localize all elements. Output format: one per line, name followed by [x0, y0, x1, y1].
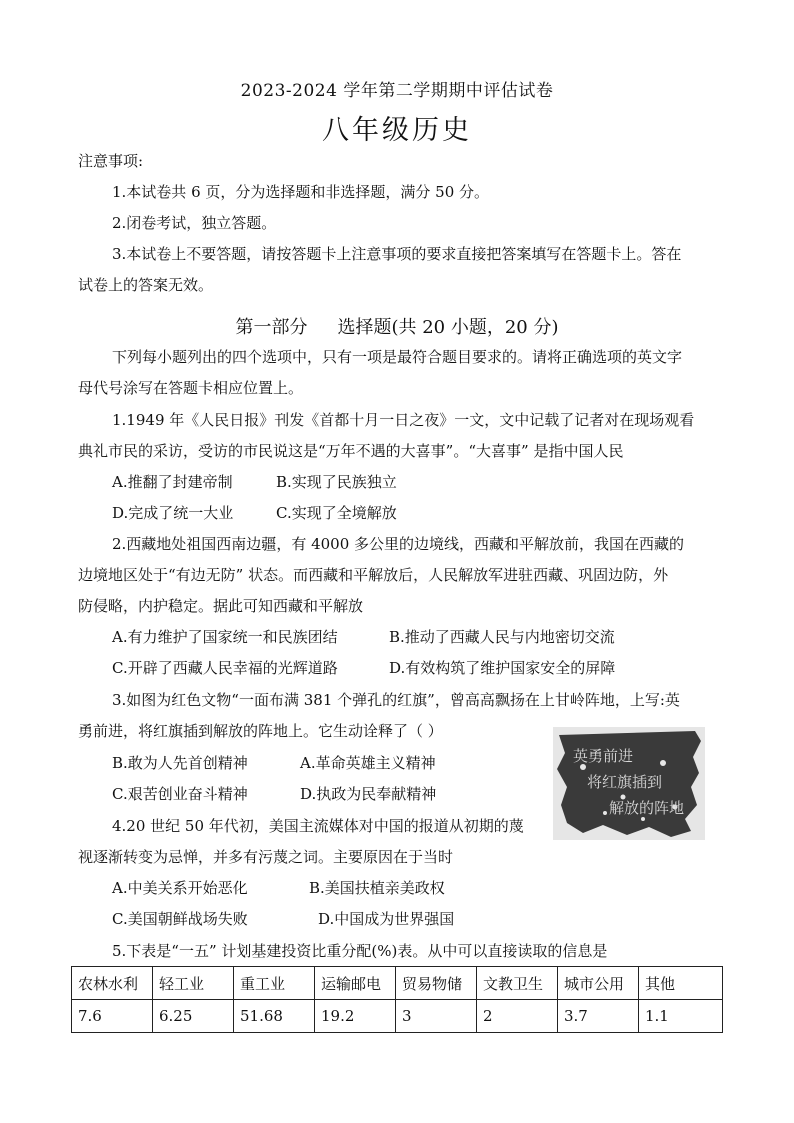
table-header-cell: 贸易物储	[396, 967, 477, 1000]
question-5-text: 5.下表是“一五” 计划基建投资比重分配(%)表。从中可以直接读取的信息是	[112, 942, 608, 960]
q4-option: B.美国扶植亲美政权	[309, 879, 445, 897]
question-3-text: 3.如图为红色文物“一面布满 381 个弹孔的红旗”，曾高高飘扬在上甘岭阵地，上写:英	[112, 691, 680, 709]
section-heading	[0, 313, 794, 339]
table-header-cell: 重工业	[234, 967, 315, 1000]
q1-option: A.推翻了封建帝制	[112, 473, 233, 491]
table-cell: 3	[396, 1000, 477, 1033]
notice-item: 1.本试卷共 6 页，分为选择题和非选择题，满分 50 分。	[112, 183, 490, 201]
table-cell: 1.1	[639, 1000, 723, 1033]
q3-option: D.执政为民奉献精神	[300, 785, 437, 803]
notice-item: 2.闭卷考试，独立答题。	[112, 214, 277, 232]
flag-text: 英勇前进	[573, 747, 634, 765]
flag-text: 解放的阵地	[609, 799, 685, 817]
q1-option: C.实现了全境解放	[276, 504, 397, 522]
q3-option: A.革命英雄主义精神	[300, 754, 436, 772]
table-header-cell: 运输邮电	[315, 967, 396, 1000]
table-header-cell: 轻工业	[153, 967, 234, 1000]
table-header-cell: 城市公用	[558, 967, 639, 1000]
investment-table	[71, 966, 723, 1033]
q2-option: D.有效构筑了维护国家安全的屏障	[389, 659, 616, 677]
notice-item: 3.本试卷上不要答题，请按答题卡上注意事项的要求直接把答案填写在答题卡上。答在	[112, 245, 682, 263]
red-flag-photo	[553, 727, 705, 840]
table-cell: 7.6	[72, 1000, 153, 1033]
table-cell: 6.25	[153, 1000, 234, 1033]
q4-option: D.中国成为世界强国	[318, 910, 455, 928]
flag-illustration	[553, 727, 705, 840]
question-1-text: 典礼市民的采访，受访的市民说这是“万年不遇的大喜事”。“大喜事” 是指中国人民	[78, 442, 624, 460]
question-2-text: 防侵略，内护稳定。据此可知西藏和平解放	[78, 597, 364, 615]
question-4-text: 4.20 世纪 50 年代初，美国主流媒体对中国的报道从初期的蔑	[112, 817, 524, 835]
section-instruction: 母代号涂写在答题卡相应位置上。	[78, 379, 304, 397]
notice-heading: 注意事项:	[78, 152, 144, 170]
notice-item: 试卷上的答案无效。	[78, 276, 214, 294]
flag-text: 将红旗插到	[587, 773, 663, 791]
table-header-row	[72, 967, 723, 1000]
q4-option: C.美国朝鲜战场失败	[112, 910, 248, 928]
section-part: 第一部分	[235, 317, 308, 338]
section-name: 选择题(共 20 小题，20 分)	[337, 317, 559, 338]
table-cell: 3.7	[558, 1000, 639, 1033]
table-cell: 2	[477, 1000, 558, 1033]
question-4-text: 视逐渐转变为忌惮，并多有污蔑之词。主要原因在于当时	[78, 848, 454, 866]
table-cell: 19.2	[315, 1000, 396, 1033]
subject-title: 八年级历史	[322, 115, 472, 146]
question-2-text: 边境地区处于“有边无防” 状态。而西藏和平解放后，人民解放军进驻西藏、巩固边防，外	[78, 566, 669, 584]
question-1-text: 1.1949 年《人民日报》刊发《首都十月一日之夜》一文，文中记载了记者对在现场观看	[112, 411, 695, 429]
exam-title: 2023-2024 学年第二学期期中评估试卷	[240, 81, 554, 101]
q2-option: A.有力维护了国家统一和民族团结	[112, 628, 338, 646]
q2-option: C.开辟了西藏人民幸福的光辉道路	[112, 659, 338, 677]
q4-option: A.中美关系开始恶化	[112, 879, 248, 897]
q3-option: C.艰苦创业奋斗精神	[112, 785, 248, 803]
table-header-cell: 农林水利	[72, 967, 153, 1000]
q2-option: B.推动了西藏人民与内地密切交流	[389, 628, 615, 646]
table-row	[72, 1000, 723, 1033]
table-header-cell: 其他	[639, 967, 723, 1000]
q1-option: D.完成了统一大业	[112, 504, 234, 522]
table-header-cell: 文教卫生	[477, 967, 558, 1000]
q3-option: B.敢为人先首创精神	[112, 754, 248, 772]
table-cell: 51.68	[234, 1000, 315, 1033]
section-instruction: 下列每小题列出的四个选项中，只有一项是最符合题目要求的。请将正确选项的英文字	[112, 348, 683, 366]
question-3-text: 勇前进，将红旗插到解放的阵地上。它生动诠释了（ ）	[78, 722, 443, 740]
question-2-text: 2.西藏地处祖国西南边疆，有 4000 多公里的边境线，西藏和平解放前，我国在西藏的	[112, 535, 685, 553]
q1-option: B.实现了民族独立	[276, 473, 397, 491]
